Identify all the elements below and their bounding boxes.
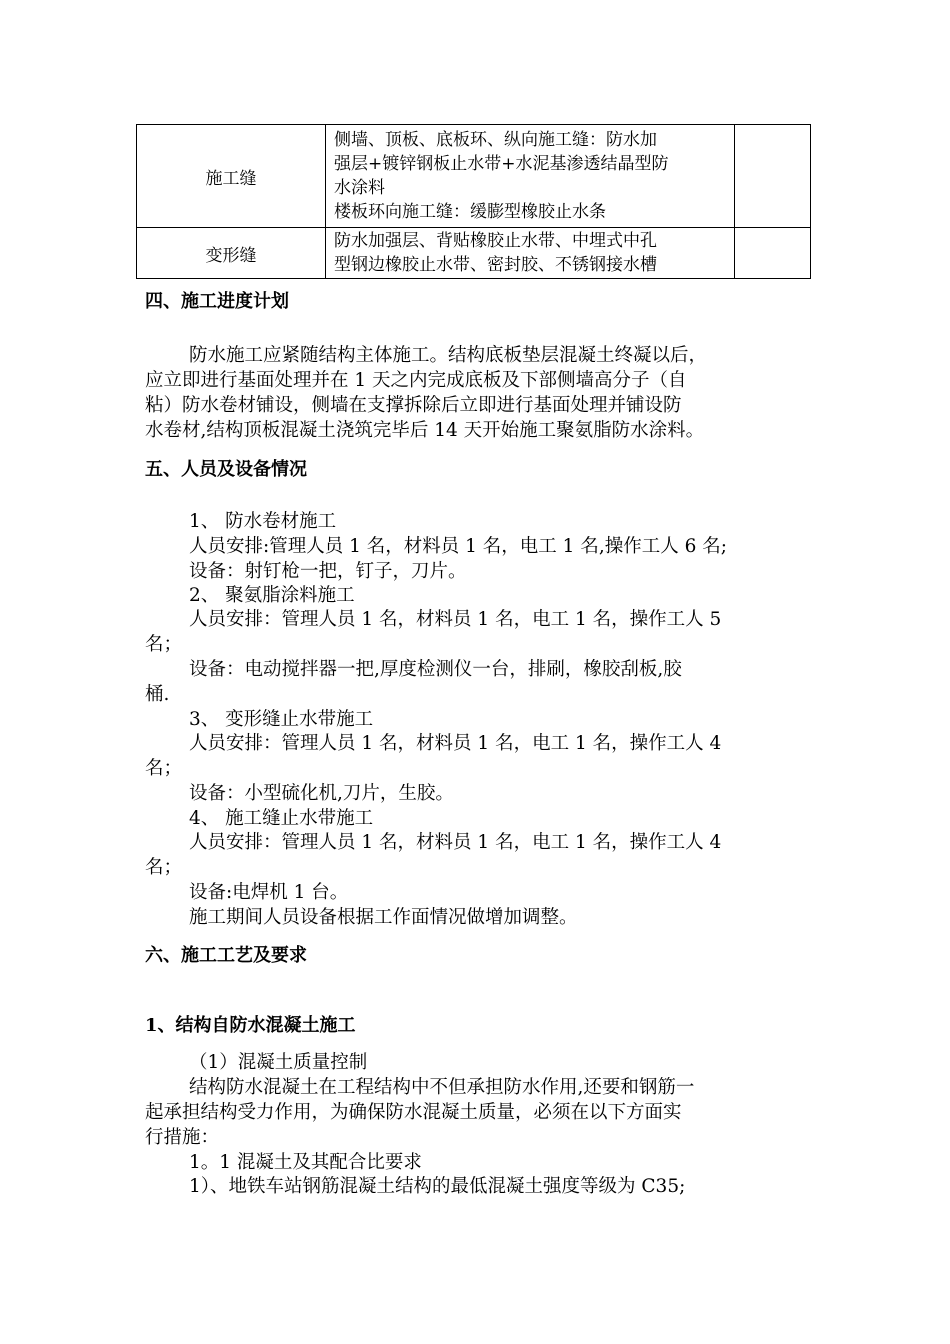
section-heading: 五、人员及设备情况 <box>145 459 307 480</box>
table-cell-name: 变形缝 <box>137 228 326 279</box>
table-cell-name: 施工缝 <box>137 125 326 228</box>
paragraph-line: 粘）防水卷材铺设，侧墙在支撑拆除后立即进行基面处理并铺设防 <box>145 395 682 416</box>
paragraph-line: 行措施： <box>145 1127 220 1148</box>
list-item: 1、 防水卷材施工 <box>189 511 337 532</box>
paragraph-line: 设备：电动搅拌器一把,厚度检测仪一台，排刷，橡胶刮板,胶 <box>189 659 682 680</box>
table-cell-remark <box>735 125 811 228</box>
cell-text-line: 型钢边橡胶止水带、密封胶、不锈钢接水槽 <box>334 255 657 275</box>
paragraph-line: 1）、地铁车站钢筋混凝土结构的最低混凝土强度等级为 C35; <box>189 1176 686 1197</box>
paragraph-line: 设备：射钉枪一把，钉子，刀片。 <box>189 561 467 582</box>
paragraph-line: 人员安排:管理人员 1 名，材料员 1 名，电工 1 名,操作工人 6 名; <box>189 536 727 557</box>
table-row <box>137 228 811 279</box>
cell-text-line: 防水加强层、背贴橡胶止水带、中埋式中孔 <box>334 231 657 251</box>
paragraph-line: 人员安排：管理人员 1 名，材料员 1 名，电工 1 名，操作工人 4 <box>189 832 722 853</box>
table-cell-measures <box>326 125 735 228</box>
paragraph-line: 人员安排：管理人员 1 名，材料员 1 名，电工 1 名，操作工人 5 <box>189 609 722 630</box>
cell-text-line: 楼板环向施工缝：缓膨型橡胶止水条 <box>334 202 606 222</box>
paragraph-line: 名； <box>145 857 183 878</box>
list-item: 4、 施工缝止水带施工 <box>189 808 374 829</box>
table-cell-remark <box>735 228 811 279</box>
paragraph-line: 应立即进行基面处理并在 1 天之内完成底板及下部侧墙高分子（自 <box>145 370 687 391</box>
paragraph-line: 名； <box>145 634 183 655</box>
section-heading: 六、施工工艺及要求 <box>145 945 307 966</box>
table-cell-measures <box>326 228 735 279</box>
cell-text-line: 侧墙、顶板、底板环、纵向施工缝：防水加 <box>334 130 657 150</box>
waterproof-measures-table <box>136 124 811 279</box>
sub-heading: 1、结构自防水混凝土施工 <box>145 1015 356 1036</box>
paragraph-line: 起承担结构受力作用，为确保防水混凝土质量，必须在以下方面实 <box>145 1102 682 1123</box>
paragraph-line: 1。1 混凝土及其配合比要求 <box>189 1152 422 1173</box>
paragraph-line: 设备:电焊机 1 台。 <box>189 882 349 903</box>
list-item: 3、 变形缝止水带施工 <box>189 709 374 730</box>
paragraph-line: 结构防水混凝土在工程结构中不但承担防水作用,还要和钢筋一 <box>189 1077 695 1098</box>
paragraph-line: 防水施工应紧随结构主体施工。结构底板垫层混凝土终凝以后， <box>189 345 708 366</box>
table-row <box>137 125 811 228</box>
cell-text-line: 强层+镀锌钢板止水带+水泥基渗透结晶型防 <box>334 154 669 174</box>
paragraph-line: 施工期间人员设备根据工作面情况做增加调整。 <box>189 907 578 928</box>
paragraph-line: 水卷材,结构顶板混凝土浇筑完毕后 14 天开始施工聚氨脂防水涂料。 <box>145 420 705 441</box>
cell-text-line: 水涂料 <box>334 178 385 198</box>
paragraph-line: 设备：小型硫化机,刀片，生胶。 <box>189 783 454 804</box>
paragraph-line: 桶. <box>145 684 170 705</box>
section-heading: 四、施工进度计划 <box>145 291 289 312</box>
paragraph-line: 人员安排：管理人员 1 名，材料员 1 名，电工 1 名，操作工人 4 <box>189 733 722 754</box>
paragraph-line: 名； <box>145 758 183 779</box>
list-item: 2、 聚氨脂涂料施工 <box>189 585 355 606</box>
paragraph-line: （1）混凝土质量控制 <box>189 1052 368 1073</box>
